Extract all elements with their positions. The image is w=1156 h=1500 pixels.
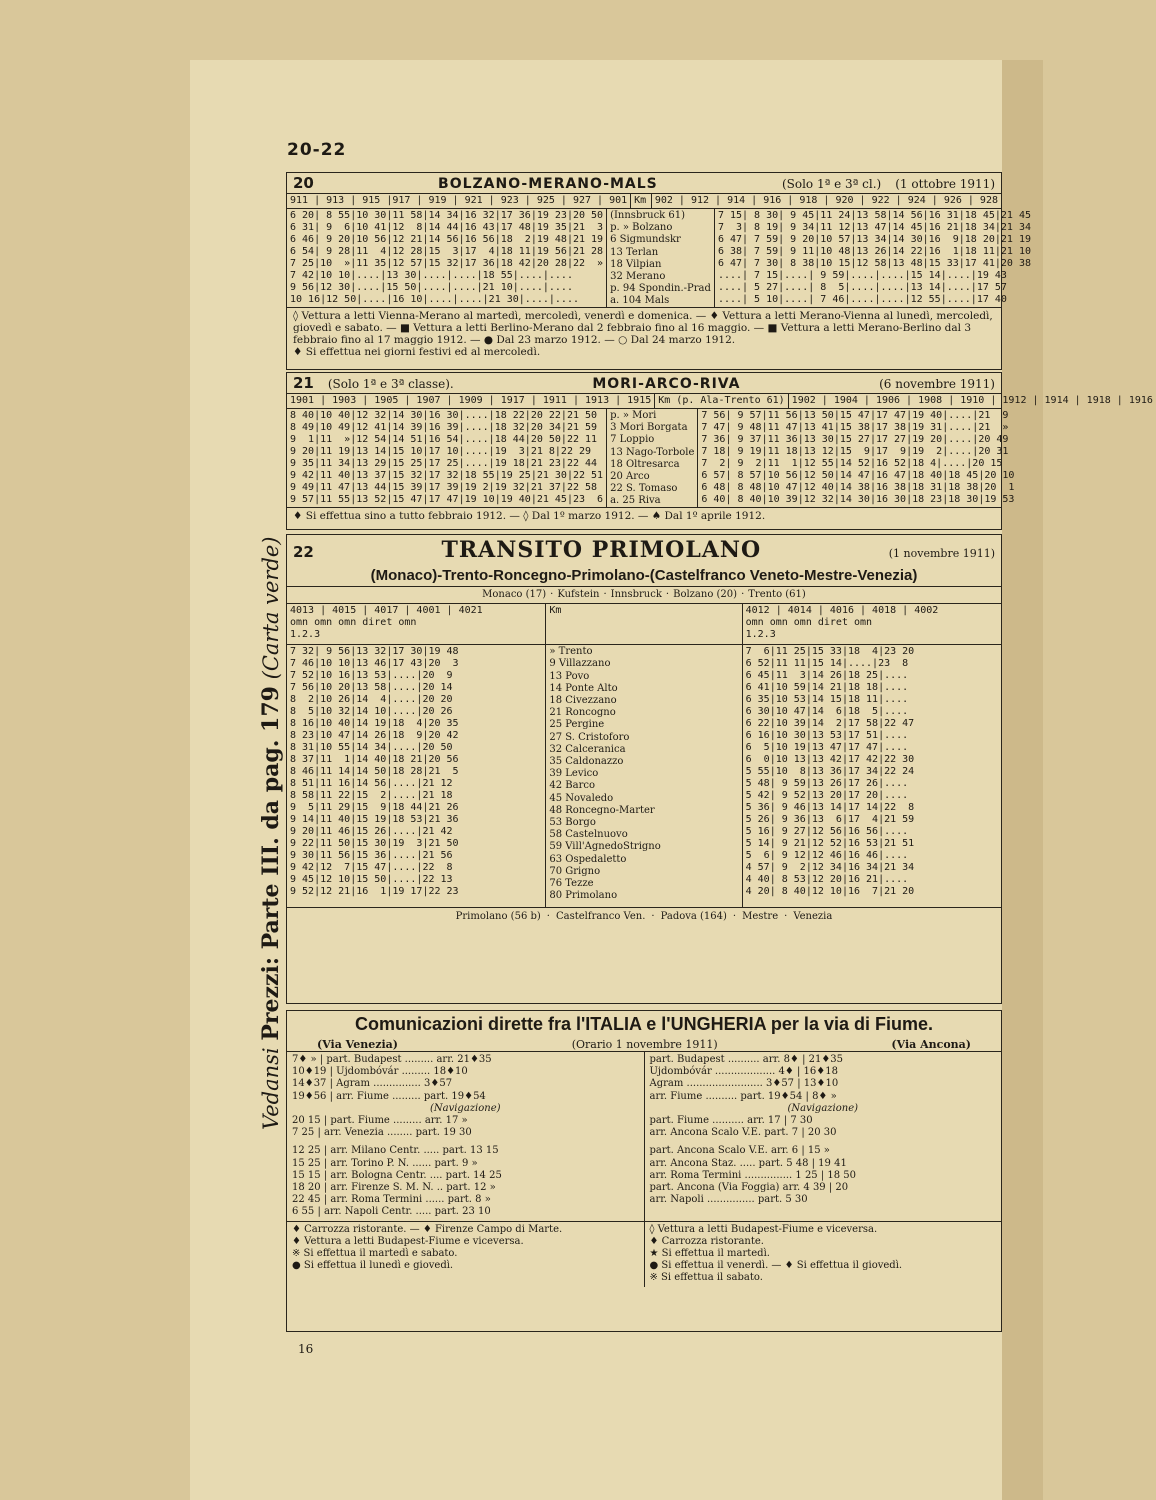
- train-numbers-left: 911 | 913 | 915 |917 | 919 | 921 | 923 | 925 | 927 | 901: [287, 194, 631, 208]
- km-header: Km: [546, 604, 742, 644]
- stations: (Innsbruck 61) p. » Bolzano 6 Sigmundskr 13 Terlan 18 Vilpian 32 Merano p. 94 Spondin.-Prad a. 104 Mals: [607, 209, 715, 307]
- km-header: Km (p. Ala-Trento 61): [655, 394, 788, 408]
- times-left: 8 40|10 40|12 32|14 30|16 30|....|18 22|20 22|21 50 8 49|10 49|12 41|14 39|16 39|....|18 32|20 34|21 59 9 1|11 »|12 54|14 51|16 54|....|18 44|20 50|22 11 9 20|11 19|13 14|15 10|17 10|....|19 3|21 8|22 29 9 35|11 34|13 29|15 25|17 25|....|19 18|21 23|22 44 9 42|11 40|13 37|15 32|17 32|18 55|19 25|21 30|22 51 9 49|11 47|13 44|15 39|17 39|19 2|19 32|21 37|22 58 9 57|11 55|13 52|15 47|17 47|19 10|19 40|21 45|23 6: [287, 409, 607, 507]
- stations: » Trento 9 Villazzano 13 Povo 14 Ponte Alto 18 Civezzano 21 Roncogno 25 Pergine 27 S. Cristoforo 32 Calceranica 35 Caldonazzo 39 Levico 42 Barco 45 Novaledo 48 Roncegno-Marter 53 Borgo 58 Castelnuovo 59 Vill'AgnedoStrigno 63 Ospedaletto 70 Grigno 76 Tezze 80 Primolano: [546, 645, 742, 907]
- section-class: (Solo 1ª e 3ª classe).: [327, 377, 454, 391]
- sidebar-note: [258, 536, 284, 1130]
- section-number: 20: [293, 174, 314, 192]
- section-title: TRANSITO PRIMOLANO: [441, 537, 762, 563]
- train-header-left: 4013 | 4015 | 4017 | 4001 | 4021 omn omn omn diret omn 1.2.3: [287, 604, 546, 644]
- section-20: [286, 172, 1032, 370]
- times-left: 7 32| 9 56|13 32|17 30|19 48 7 46|10 10|13 46|17 43|20 3 7 52|10 16|13 53|....|20 9 7 56|10 20|13 58|....|20 14 8 2|10 26|14 4|....|20 20 8 5|10 32|14 10|....|20 26 8 16|10 40|14 19|18 4|20 35 8 23|10 47|14 26|18 9|20 42 8 31|10 55|14 34|....|20 50 8 37|11 1|14 40|18 21|20 56 8 46|11 14|14 50|18 28|21 5 8 51|11 16|14 56|....|21 12 8 58|11 22|15 2|....|21 18 9 5|11 29|15 9|18 44|21 26 9 14|11 40|15 19|18 53|21 36 9 20|11 46|15 26|....|21 42 9 22|11 50|15 30|19 3|21 50 9 30|11 56|15 36|....|21 56 9 42|12 7|15 47|....|22 8 9 45|12 10|15 50|....|22 13 9 52|12 21|16 1|19 17|22 23: [287, 645, 546, 907]
- stations: p. » Mori 3 Mori Borgata 7 Loppio 13 Nago-Torbole 18 Oltresarca 20 Arco 22 S. Tomaso a. 25 Riva: [607, 409, 698, 507]
- section-number: 22: [293, 543, 314, 561]
- section-notes: ♦ Si effettua sino a tutto febbraio 1912. — ◊ Dal 1º marzo 1912. — ♠ Dal 1º aprile 1912.: [287, 507, 1001, 524]
- section-title: BOLZANO-MERANO-MALS: [438, 176, 658, 192]
- km-header: Km: [631, 194, 652, 208]
- orario-note: (Orario 1 novembre 1911): [571, 1038, 718, 1051]
- post-stations: Primolano (56 b) · Castelfranco Ven. · Padova (164) · Mestre · Venezia: [287, 907, 1001, 926]
- via-venezia-block: 7♦ » | part. Budapest ......... arr. 21♦35 10♦19 | Ujdombóvár ......... 18♦10 14♦37 | Agram ............... 3♦57 19♦56 | arr. Fiume ......... part. 19♦54 (Navigazione) 20 15 | part. Fiume ......... arr. 17 » 7 25 | arr. Venezia ........ part. 19 30 12 25 | arr. Milano Centr. ..... part. 13 15 15 25 | arr. Torino P. N. ...... part. 9 » 15 15 | arr. Bologna Centr. .... part. 14 25 18 20 | arr. Firenze S. M. N. .. part. 12 » 22 45 | arr. Roma Termini ...... part. 8 » 6 55 | arr. Napoli Centr. ..... part. 23 10: [287, 1052, 645, 1221]
- section-22: [286, 534, 1002, 1004]
- train-numbers-right: 902 | 912 | 914 | 916 | 918 | 920 | 922 | 924 | 926 | 928: [654, 195, 998, 206]
- section-notes: ◊ Vettura a letti Vienna-Merano al martedì, mercoledì, venerdì e domenica. — ♦ Vettura a letti Merano-Vienna al lunedì, mercoledì, giovedì e sabato. — ■ Vettura a letti Berlino-Merano dal 2 febbraio fino al 16 maggio. — ■ Vettura a letti Merano-Berlino dal 3 febbraio fino al 17 maggio 1912. — ● Dal 23 marzo 1912. — ○ Dal 24 marzo 1912. ♦ Si effettua nei giorni festivi ed al mercoledì.: [287, 307, 1001, 360]
- sidebar-text: Vedansi: [259, 1047, 283, 1130]
- comunicazioni-title: Comunicazioni dirette fra l'ITALIA e l'UNGHERIA per la via di Fiume.: [355, 1014, 933, 1034]
- section-21: [286, 372, 1153, 530]
- sidebar-bold: Prezzi: Parte III. da pag. 179: [258, 686, 284, 1041]
- pre-stations: Monaco (17) · Kufstein · Innsbruck · Bolzano (20) · Trento (61): [287, 587, 1001, 604]
- notes-left: ♦ Carrozza ristorante. — ♦ Firenze Campo di Marte. ♦ Vettura a letti Budapest-Fiume e viceversa. ※ Si effettua il martedì e sabato. ● Si effettua il lunedì e giovedì.: [287, 1222, 645, 1287]
- times-right: 7 6|11 25|15 33|18 4|23 20 6 52|11 11|15 14|....|23 8 6 45|11 3|14 26|18 25|.... 6 41|10 59|14 21|18 18|.... 6 35|10 53|14 15|18 11|.... 6 30|10 47|14 6|18 5|.... 6 22|10 39|14 2|17 58|22 47 6 16|10 30|13 53|17 51|.... 6 5|10 19|13 47|17 47|.... 6 0|10 13|13 42|17 42|22 30 5 55|10 8|13 36|17 34|22 24 5 48| 9 59|13 26|17 26|.... 5 42| 9 52|13 20|17 20|.... 5 36| 9 46|13 14|17 14|22 8 5 26| 9 36|13 6|17 4|21 59 5 16| 9 27|12 56|16 56|.... 5 14| 9 21|12 52|16 53|21 51 5 6| 9 12|12 46|16 46|.... 4 57| 9 2|12 34|16 34|21 34 4 40| 8 53|12 20|16 21|.... 4 20| 8 40|12 10|16 7|21 20: [745, 646, 915, 898]
- page-header: 20-22: [287, 140, 347, 160]
- notes-right: ◊ Vettura a letti Budapest-Fiume e viceversa. ♦ Carrozza ristorante. ★ Si effettua il martedì. ● Si effettua il venerdì. — ♦ Si effettua il giovedì. ※ Si effettua il sabato.: [649, 1223, 903, 1284]
- page-number: 16: [298, 1342, 314, 1356]
- section-date: (6 novembre 1911): [879, 377, 995, 391]
- section-number: 21: [293, 374, 314, 392]
- section-class: (Solo 1ª e 3ª cl.): [781, 177, 882, 191]
- comunicazioni-section: [286, 1010, 1002, 1332]
- train-numbers-right: 1902 | 1904 | 1906 | 1908 | 1910 | 1912 | 1914 | 1918 | 1916: [791, 395, 1153, 406]
- train-header-right: 4012 | 4014 | 4016 | 4018 | 4002 omn omn omn diret omn 1.2.3: [745, 605, 939, 641]
- via-ancona-block: part. Budapest .......... arr. 8♦ | 21♦35 Ujdombóvár ................... 4♦ | 16♦18 Agram ........................ 3♦57 | 13♦10 arr. Fiume .......... part. 19♦54 | 8♦ » (Navigazione) part. Fiume .......... arr. 17 | 7 30 arr. Ancona Scalo V.E. part. 7 | 20 30 part. Ancona Scalo V.E. arr. 6 | 15 » arr. Ancona Staz. ..... part. 5 48 | 19 41 arr. Roma Termini ............... 1 25 | 18 50 part. Ancona (Via Foggia) arr. 4 39 | 20 arr. Napoli ............... part. 5 30: [649, 1054, 859, 1206]
- times-left: 6 20| 8 55|10 30|11 58|14 34|16 32|17 36|19 23|20 50 6 31| 9 6|10 41|12 8|14 44|16 43|17 48|19 35|21 3 6 46| 9 20|10 56|12 21|14 56|16 56|18 2|19 48|21 19 6 54| 9 28|11 4|12 28|15 3|17 4|18 11|19 56|21 28 7 25|10 »|11 35|12 57|15 32|17 36|18 42|20 28|22 » 7 42|10 10|....|13 30|....|....|18 55|....|.... 9 56|12 30|....|15 50|....|....|21 10|....|.... 10 16|12 50|....|16 10|....|....|21 30|....|....: [287, 209, 607, 307]
- section-date: (1 novembre 1911): [888, 547, 995, 560]
- sidebar-italic: (Carta verde): [259, 536, 283, 680]
- times-right: 7 15| 8 30| 9 45|11 24|13 58|14 56|16 31|18 45|21 45 7 3| 8 19| 9 34|11 12|13 47|14 45|16 21|18 34|21 34 6 47| 7 59| 9 20|10 57|13 34|14 30|16 9|18 20|21 19 6 38| 7 59| 9 11|10 48|13 26|14 22|16 1|18 11|21 10 6 47| 7 30| 8 38|10 15|12 58|13 48|15 33|17 41|20 38 ....| 7 15|....| 9 59|....|....|15 14|....|19 43 ....| 5 27|....| 8 5|....|....|13 14|....|17 57 ....| 5 10|....| 7 46|....|....|12 55|....|17 40: [717, 210, 1032, 305]
- via-venezia: (Via Venezia): [317, 1038, 398, 1051]
- section-date: (1 ottobre 1911): [895, 177, 995, 191]
- times-right: 7 56| 9 57|11 56|13 50|15 47|17 47|19 40|....|21 9 7 47| 9 48|11 47|13 41|15 38|17 38|19 31|....|21 » 7 36| 9 37|11 36|13 30|15 27|17 27|19 20|....|20 49 7 18| 9 19|11 18|13 12|15 9|17 9|19 2|....|20 31 7 2| 9 2|11 1|12 55|14 52|16 52|18 4|....|20 15 6 57| 8 57|10 56|12 50|14 47|16 47|18 40|18 45|20 10 6 48| 8 48|10 47|12 40|14 38|16 38|18 31|18 38|20 1 6 40| 8 40|10 39|12 32|14 30|16 30|18 23|18 30|19 53: [701, 410, 1015, 505]
- section-subtitle: (Monaco)-Trento-Roncegno-Primolano-(Castelfranco Veneto-Mestre-Venezia): [287, 565, 1001, 587]
- section-title: MORI-ARCO-RIVA: [592, 376, 741, 392]
- via-ancona: (Via Ancona): [891, 1038, 971, 1051]
- train-numbers-left: 1901 | 1903 | 1905 | 1907 | 1909 | 1917 | 1911 | 1913 | 1915: [287, 394, 655, 408]
